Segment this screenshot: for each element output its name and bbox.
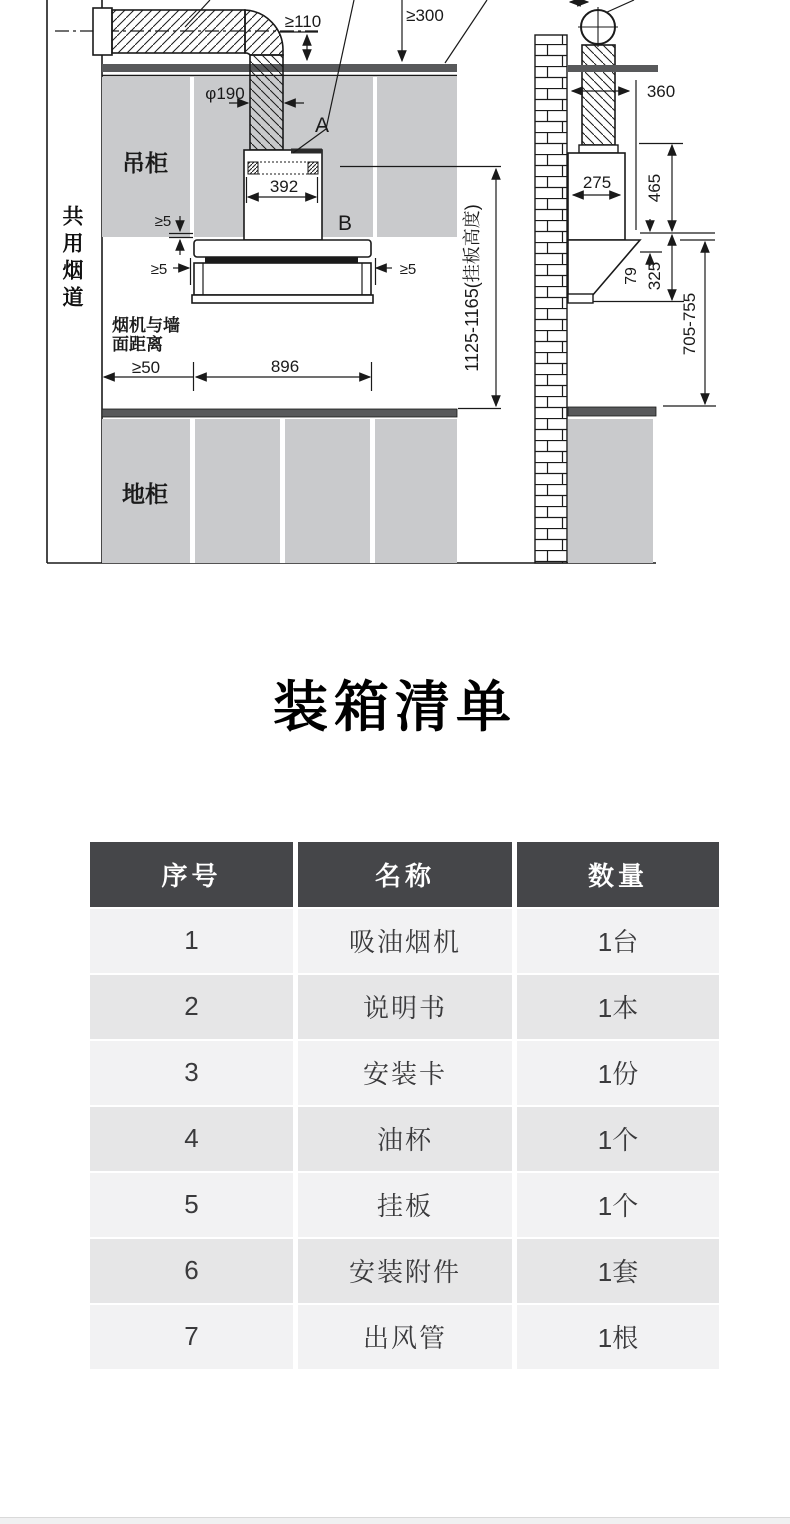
wall-distance-note-line1: 烟机与墙 [112,316,180,335]
column-header-name: 名称 [298,842,512,907]
label-point-a: A [314,114,330,137]
table-row [90,1239,719,1303]
cell-name: 安装卡 [298,1041,512,1105]
dim-chimney-depth: 275 [582,173,612,192]
lower-cabinet-door-gap [370,419,375,563]
cell-qty: 1个 [517,1107,719,1171]
dim-hood-width: 896 [270,357,300,376]
cell-name: 吸油烟机 [298,909,512,973]
side-lower-cabinet [568,419,653,563]
table-row [90,1173,719,1237]
cell-qty: 1个 [517,1173,719,1237]
side-chimney [568,153,625,240]
dim-depth-top: 360 [646,82,676,101]
shared-flue-label: 共用烟道 [60,205,83,313]
side-hood-lip [568,294,593,303]
cell-no: 5 [90,1173,293,1237]
dim-top-clearance: ≥300 [406,6,444,25]
label-point-b: B [337,212,353,235]
lower-cabinet-door-gap [190,419,195,563]
page-bottom-strip [0,1517,790,1524]
cell-qty: 1根 [517,1305,719,1369]
column-header-no: 序号 [90,842,293,907]
mounting-plate-screw [248,162,258,174]
dim-cabinet-gap: ≥5 [154,213,172,230]
column-header-qty: 数量 [517,842,719,907]
dim-centerline-to-ceiling: ≥110 [284,12,322,31]
upper-cabinet-door-gap [190,77,194,237]
cell-no: 2 [90,975,293,1039]
vertical-duct [250,55,283,150]
cell-no: 4 [90,1107,293,1171]
upper-cabinet-label: 吊柜 [122,150,168,176]
dim-side-gap-left: ≥5 [150,261,168,278]
brick-wall [535,35,567,563]
table-row [90,1305,719,1369]
dim-mount-height: 705-755 [680,292,699,356]
installation-diagram-svg [0,0,790,600]
side-countertop [568,407,656,416]
wall-distance-note-line2: 面距离 [112,335,163,354]
cell-name: 出风管 [298,1305,512,1369]
table-row [90,975,719,1039]
cell-qty: 1本 [517,975,719,1039]
cell-no: 3 [90,1041,293,1105]
lower-cabinet-label: 地柜 [122,481,168,507]
lower-cabinet-door-gap [280,419,285,563]
cell-qty: 1台 [517,909,719,973]
cell-name: 挂板 [298,1173,512,1237]
cell-name: 说明书 [298,975,512,1039]
duct-outlet-crosshair [578,7,618,47]
table-row [90,1041,719,1105]
flue-flange [93,8,112,55]
cell-no: 6 [90,1239,293,1303]
dim-lip-height: 79 [623,267,640,285]
table-row [90,909,719,973]
hood-body [194,263,371,295]
dim-wall-distance: ≥50 [131,358,161,377]
duct-elbow [245,10,283,55]
packing-list-table [90,842,719,1369]
hood-top-plate [194,240,371,257]
cell-no: 1 [90,909,293,973]
dim-plate-height: 1125-1165(挂板高度) [462,204,482,372]
side-ceiling-strip [568,65,658,72]
hood-dark-band [205,257,358,263]
upper-cabinet-door-gap [373,77,377,237]
dim-duct-diameter: φ190 [205,84,245,103]
cell-qty: 1份 [517,1041,719,1105]
dim-plate-width: 392 [269,177,299,196]
packing-list-title: 装箱清单 [272,676,517,738]
horizontal-duct [112,10,245,53]
side-duct [582,45,615,145]
cell-name: 安装附件 [298,1239,512,1303]
dim-chimney-height: 465 [645,173,664,203]
installation-diagram [0,0,790,600]
table-row [90,1107,719,1171]
cell-qty: 1套 [517,1239,719,1303]
table-header-row [90,842,719,907]
cell-name: 油杯 [298,1107,512,1171]
countertop [102,409,457,417]
dim-hood-height: 325 [645,261,664,291]
duct-collar [579,145,618,153]
mounting-plate-screw [308,162,318,174]
dim-side-gap-right: ≥5 [399,261,417,278]
hood-bottom-lip [192,295,373,303]
cell-no: 7 [90,1305,293,1369]
